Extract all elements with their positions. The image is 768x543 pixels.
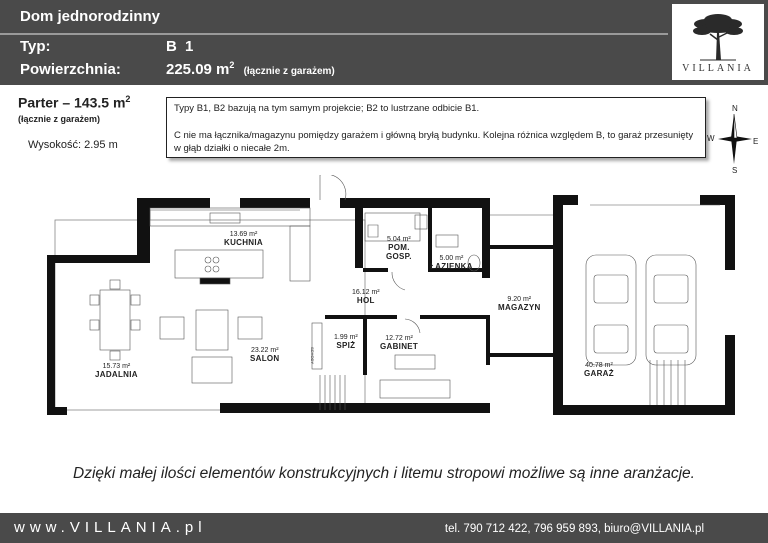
room-name: ŁAZIENKA: [430, 262, 473, 271]
room-kuchnia: [224, 231, 263, 247]
stair-tag: SCHODY: [310, 347, 315, 365]
room-magazyn: [498, 296, 541, 312]
room-name: SPIŻ: [336, 341, 356, 350]
area-note: (łącznie z garażem): [243, 66, 335, 77]
room-area: 5.04 m²: [387, 236, 411, 243]
compass-w: W: [707, 134, 715, 143]
room-pom-gosp: [386, 236, 412, 261]
room-name: GOSP.: [386, 252, 412, 261]
room-area: 13.69 m²: [229, 231, 258, 238]
room-gabinet: [380, 335, 418, 351]
room-salon: [250, 347, 280, 363]
footer-bar: [0, 513, 768, 543]
floor-note: (łącznie z garażem): [18, 114, 101, 124]
room-name: GARAŻ: [584, 369, 614, 378]
floor-title: [18, 94, 130, 111]
compass-n: N: [732, 104, 738, 113]
room-name: HOL: [356, 296, 375, 305]
header-bar: [0, 0, 768, 85]
room-lazienka: [430, 255, 473, 271]
room-garaz: [584, 362, 614, 378]
page-title: Dom jednorodzinny: [20, 8, 160, 25]
room-area: 12.72 m²: [385, 335, 413, 342]
room-area: 23.22 m²: [250, 347, 279, 354]
room-name: POM.: [388, 243, 410, 252]
area-label: Powierzchnia:: [20, 61, 121, 78]
compass: [706, 104, 762, 176]
room-name: KUCHNIA: [224, 238, 263, 247]
notes-box: [166, 97, 706, 158]
compass-s: S: [732, 166, 738, 175]
room-spiz: [334, 334, 358, 350]
floor-height: Wysokość: 2.95 m: [28, 139, 118, 151]
villania-logo: [672, 4, 764, 80]
area-value: 225.09 m: [166, 61, 230, 78]
room-area: 40.78 m²: [585, 362, 613, 369]
floor-title-sup: 2: [125, 94, 131, 104]
floor-plan: [0, 175, 768, 420]
tree-icon: [672, 4, 764, 64]
room-area: 9.20 m²: [507, 296, 532, 303]
room-area: 15.73 m²: [102, 363, 131, 370]
area-unit-sup: 2: [229, 60, 235, 70]
room-name: GABINET: [380, 342, 419, 351]
logo-brand-text: VILLANIA: [682, 63, 754, 74]
notes-line-2: C nie ma łącznika/magazynu pomiędzy garażem i główną bryłą budynku. Kolejna różnica względem B, to garaż przesunięty w głąb działki o niecałe 2m.: [174, 130, 694, 154]
area-value-group: [166, 60, 335, 78]
floor-plan-drawing: [0, 175, 768, 420]
room-name: SALON: [250, 354, 280, 363]
footer-contact: tel. 790 712 422, 796 959 893, biuro@VILLANIA.pl: [444, 523, 704, 535]
type-value: B 1: [166, 38, 196, 55]
room-hol: [352, 289, 380, 305]
room-name: MAGAZYN: [498, 303, 541, 312]
compass-e: E: [753, 137, 759, 146]
header-divider: [0, 33, 668, 35]
notes-line-1: Typy B1, B2 bazują na tym samym projekcie; B2 to lustrzane odbicie B1.: [174, 103, 480, 114]
room-area: 16.12 m²: [352, 289, 380, 296]
room-area: 1.99 m²: [334, 334, 358, 341]
room-area: 5.00 m²: [439, 255, 464, 262]
type-label: Typ:: [20, 38, 51, 55]
room-jadalnia: [95, 363, 138, 379]
footer-site: www.VILLANIA.pl: [14, 519, 207, 536]
room-name: JADALNIA: [95, 370, 138, 379]
caption: Dzięki małej ilości elementów konstrukcyjnych i litemu stropowi możliwe są inne aranżacje.: [73, 465, 695, 482]
floor-title-text: Parter – 143.5 m: [18, 94, 126, 111]
